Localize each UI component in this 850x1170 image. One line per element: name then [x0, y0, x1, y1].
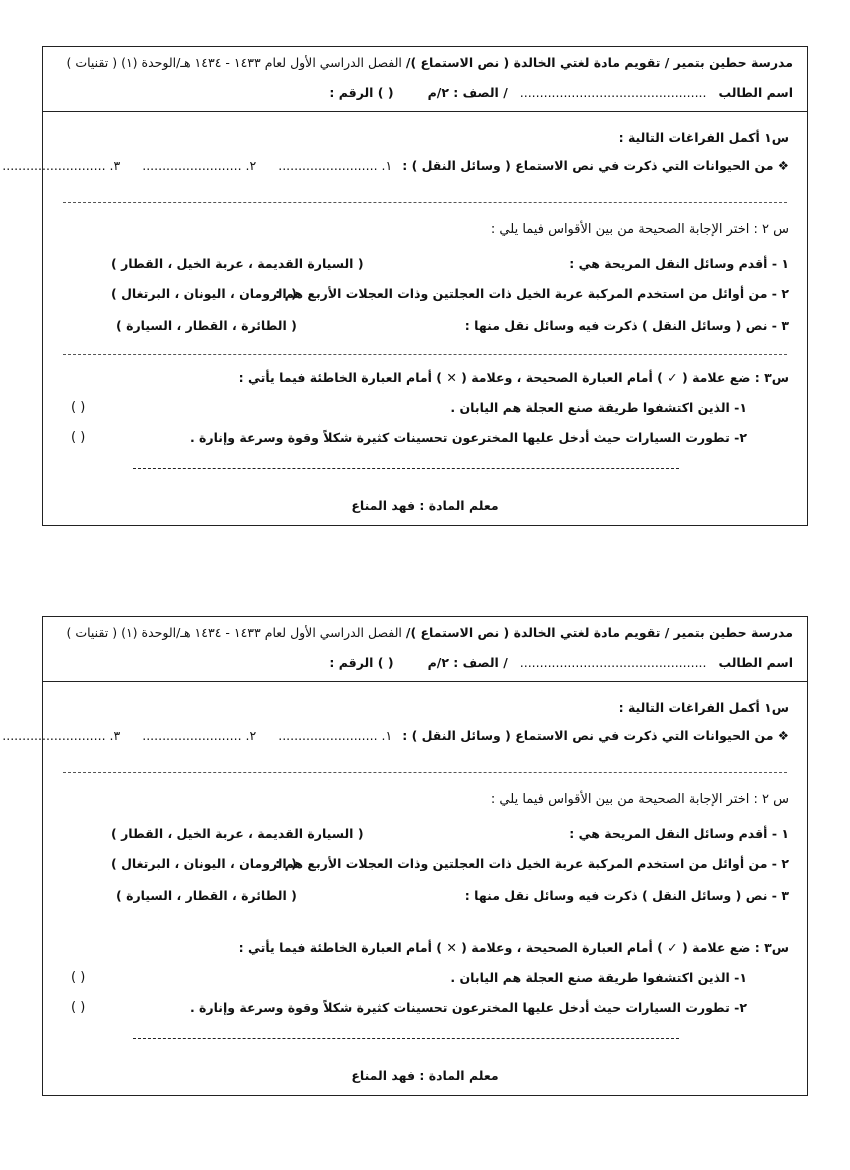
q2-item-1: ١ - أقدم وسائل النقل المريحة هي : ( السيارة القديمة ، عربة الخيل ، القطار )	[111, 826, 789, 841]
worksheet-2	[2, 616, 808, 1096]
q2-options-1: ( السيارة القديمة ، عربة الخيل ، القطار )	[111, 256, 364, 271]
number-label: ( ) الرقم :	[329, 655, 394, 670]
q2-options-3: ( الطائرة ، القطار ، السيارة )	[116, 888, 297, 903]
teacher-name: معلم المادة : فهد المناع	[351, 498, 499, 513]
q2-options-3: ( الطائرة ، القطار ، السيارة )	[116, 318, 297, 333]
q1-blank-2[interactable]: ٢. .........................	[142, 728, 257, 743]
q3-item-2: ٢- تطورت السيارات حيث أدخل عليها المخترعون تحسينات كثيرة شكلاً وقوة وسرعة وإنارة . ( )	[71, 1000, 747, 1015]
q3-title: س٣ : ضع علامة ( ✓ ) أمام العبارة الصحيحة ، وعلامة ( ✕ ) أمام العبارة الخاطئة فيما يأتي :	[238, 940, 789, 955]
q2-options-1: ( السيارة القديمة ، عربة الخيل ، القطار )	[111, 826, 364, 841]
divider	[63, 772, 787, 773]
q2-item-1: ١ - أقدم وسائل النقل المريحة هي : ( السيارة القديمة ، عربة الخيل ، القطار )	[111, 256, 789, 271]
school-title: مدرسة حطين بتمير / تقويم مادة لغتي الخالدة ( نص الاستماع )/	[405, 625, 793, 640]
q2-title: س ٢ : اختر الإجابة الصحيحة من بين الأقواس فيما يلي :	[490, 222, 789, 237]
student-name-label: اسم الطالب	[718, 655, 793, 670]
grade-label: / الصف : ٢/م	[427, 655, 508, 670]
divider	[133, 1038, 679, 1039]
divider	[63, 354, 787, 355]
q1-blank-1[interactable]: ١. .........................	[278, 728, 393, 743]
student-name-field[interactable]: ...............................................	[519, 85, 707, 100]
term-info: الفصل الدراسي الأول لعام ١٤٣٣ - ١٤٣٤ هـ/الوحدة (١) ( تقنيات )	[66, 625, 402, 640]
divider	[63, 202, 787, 203]
q1-title: س١ أكمل الفراغات التالية :	[618, 130, 789, 145]
q1-blank-3[interactable]: ٣. ..........................	[2, 728, 121, 743]
worksheet-body	[2, 112, 808, 526]
worksheet-1	[2, 46, 808, 526]
worksheet-body	[2, 682, 808, 1096]
q1-prompt: ❖ من الحيوانات التي ذكرت في نص الاستماع ( وسائل النقل ) :	[402, 728, 789, 743]
school-title: مدرسة حطين بتمير / تقويم مادة لغتي الخالدة ( نص الاستماع )/	[405, 55, 793, 70]
q1-blank-2[interactable]: ٢. .........................	[142, 158, 257, 173]
q1-prompt: ❖ من الحيوانات التي ذكرت في نص الاستماع ( وسائل النقل ) :	[402, 158, 789, 173]
grade-label: / الصف : ٢/م	[427, 85, 508, 100]
q1-blank-1[interactable]: ١. .........................	[278, 158, 393, 173]
worksheet-header	[42, 46, 808, 112]
answer-parens-1[interactable]: ( )	[71, 400, 86, 415]
student-name-field[interactable]: ...............................................	[519, 655, 707, 670]
q2-item-2: ٢ - من أوائل من استخدم المركبة عربة الخيل ذات العجلتين وذات العجلات الأربع هم : ( الرومان ، اليونان ، البرتغال )	[111, 286, 789, 301]
answer-parens-2[interactable]: ( )	[71, 1000, 86, 1015]
q1-blank-3[interactable]: ٣. ..........................	[2, 158, 121, 173]
answer-parens-1[interactable]: ( )	[71, 970, 86, 985]
q2-item-3: ٣ - نص ( وسائل النقل ) ذكرت فيه وسائل نقل منها : ( الطائرة ، القطار ، السيارة )	[116, 318, 789, 333]
q2-options-2: ( الرومان ، اليونان ، البرتغال )	[111, 286, 297, 301]
term-info: الفصل الدراسي الأول لعام ١٤٣٣ - ١٤٣٤ هـ/الوحدة (١) ( تقنيات )	[66, 55, 402, 70]
q1-title: س١ أكمل الفراغات التالية :	[618, 700, 789, 715]
divider	[133, 468, 679, 469]
q3-title: س٣ : ضع علامة ( ✓ ) أمام العبارة الصحيحة ، وعلامة ( ✕ ) أمام العبارة الخاطئة فيما يأتي :	[238, 370, 789, 385]
q2-item-2: ٢ - من أوائل من استخدم المركبة عربة الخيل ذات العجلتين وذات العجلات الأربع هم : ( الرومان ، اليونان ، البرتغال )	[111, 856, 789, 871]
student-name-label: اسم الطالب	[718, 85, 793, 100]
q2-options-2: ( الرومان ، اليونان ، البرتغال )	[111, 856, 297, 871]
q2-title: س ٢ : اختر الإجابة الصحيحة من بين الأقواس فيما يلي :	[490, 792, 789, 807]
q3-item-1: ١- الذين اكتشفوا طريقة صنع العجلة هم اليابان . ( )	[71, 970, 747, 985]
teacher-name: معلم المادة : فهد المناع	[351, 1068, 499, 1083]
answer-parens-2[interactable]: ( )	[71, 430, 86, 445]
q3-item-2: ٢- تطورت السيارات حيث أدخل عليها المخترعون تحسينات كثيرة شكلاً وقوة وسرعة وإنارة . ( )	[71, 430, 747, 445]
q3-item-1: ١- الذين اكتشفوا طريقة صنع العجلة هم اليابان . ( )	[71, 400, 747, 415]
number-label: ( ) الرقم :	[329, 85, 394, 100]
q2-item-3: ٣ - نص ( وسائل النقل ) ذكرت فيه وسائل نقل منها : ( الطائرة ، القطار ، السيارة )	[116, 888, 789, 903]
worksheet-header	[42, 616, 808, 682]
